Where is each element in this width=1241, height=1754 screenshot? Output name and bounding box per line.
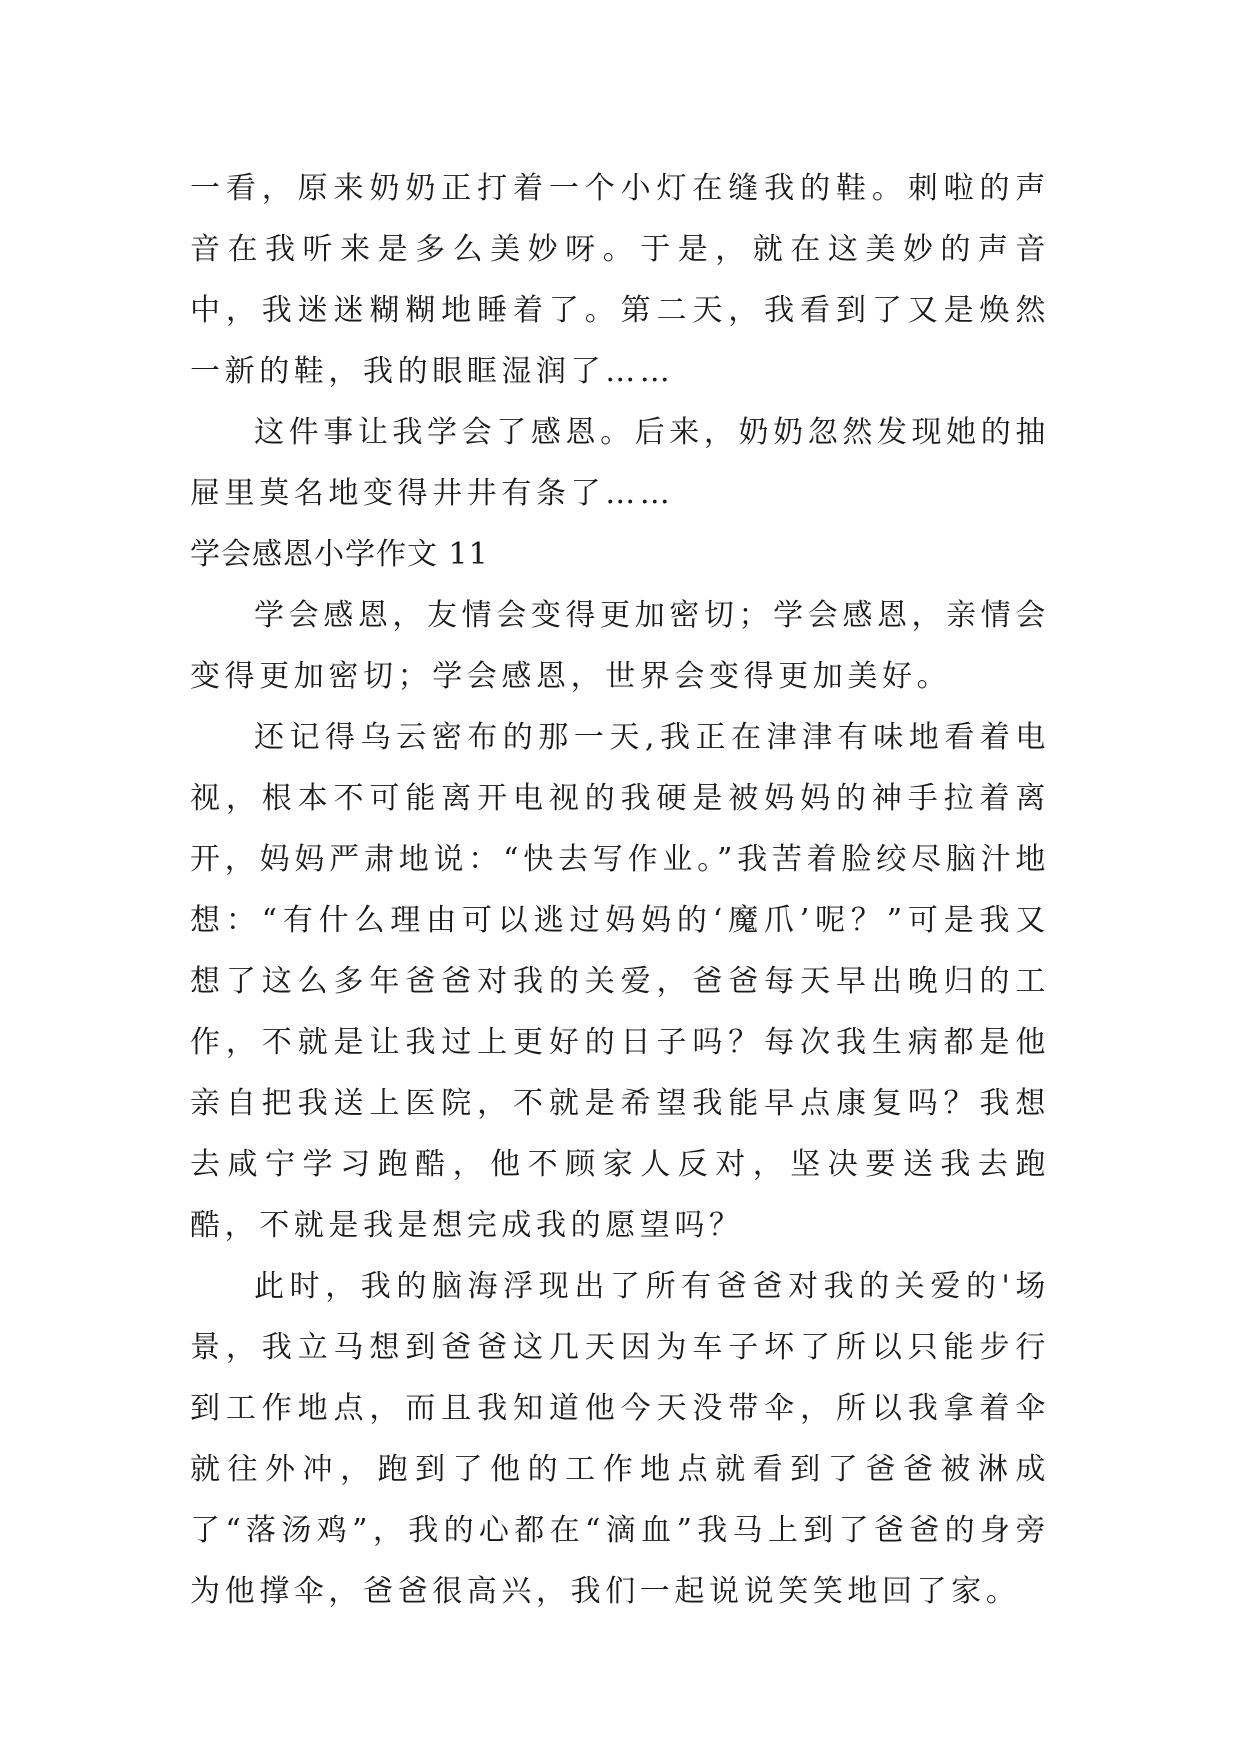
- document-body: [190, 158, 1050, 1622]
- section-title: 学会感恩小学作文 11: [190, 537, 489, 572]
- paragraph-continued: 一看，原来奶奶正打着一个小灯在缝我的鞋。刺啦的声音在我听来是多么美妙呀。于是，就在这美妙的声音中，我迷迷糊糊地睡着了。第二天，我看到了又是焕然一新的鞋，我的眼眶湿润了……: [190, 171, 1050, 389]
- paragraph-story: 还记得乌云密布的那一天,我正在津津有味地看着电视，根本不可能离开电视的我硬是被妈妈的神手拉着离开，妈妈严肃地说：“快去写作业。”我苦着脸绞尽脑汁地想：“有什么理由可以逃过妈妈的‘魔爪’呢？”可是我又想了这么多年爸爸对我的关爱，爸爸每天早出晚归的工作，不就是让我过上更好的日子吗？每次我生病都是他亲自把我送上医院，不就是希望我能早点康复吗？我想去咸宁学习跑酷，他不顾家人反对，坚决要送我去跑酷，不就是我是想完成我的愿望吗？: [190, 720, 1050, 1243]
- paragraph-gratitude-lesson: 这件事让我学会了感恩。后来，奶奶忽然发现她的抽屉里莫名地变得井井有条了……: [190, 415, 1050, 511]
- paragraph-intro: 学会感恩，友情会变得更加密切；学会感恩，亲情会变得更加密切；学会感恩，世界会变得更加美好。: [190, 598, 1050, 694]
- paragraph-conclusion: 此时，我的脑海浮现出了所有爸爸对我的关爱的'场景，我立马想到爸爸这几天因为车子坏了所以只能步行到工作地点，而且我知道他今天没带伞，所以我拿着伞就往外冲，跑到了他的工作地点就看到了爸爸被淋成了“落汤鸡”，我的心都在“滴血”我马上到了爸爸的身旁为他撑伞，爸爸很高兴，我们一起说说笑笑地回了家。: [190, 1269, 1050, 1609]
